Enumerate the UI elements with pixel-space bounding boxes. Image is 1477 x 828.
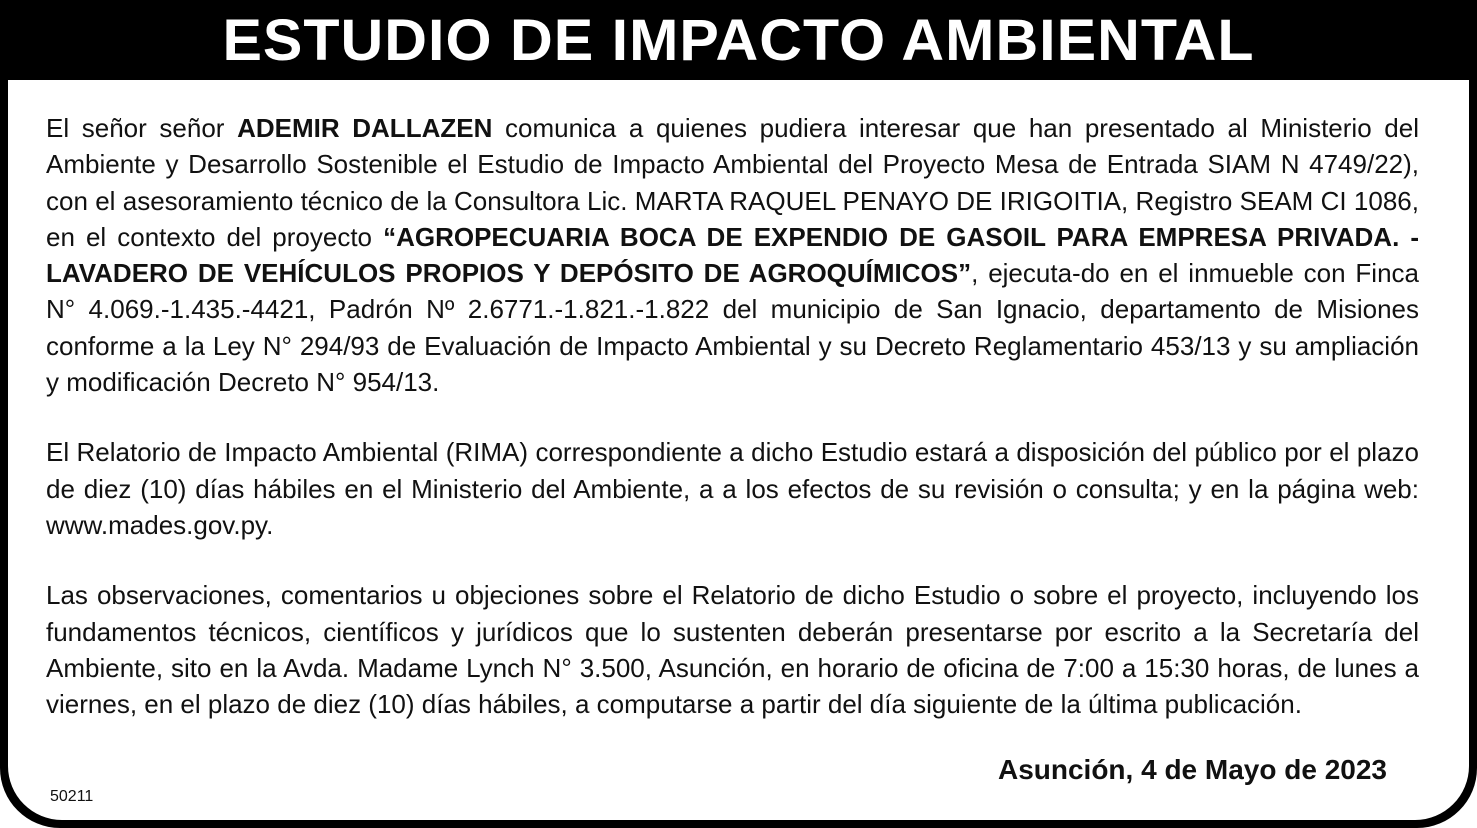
issue-date: Asunción, 4 de Mayo de 2023 bbox=[997, 754, 1387, 785]
page-title: ESTUDIO DE IMPACTO AMBIENTAL bbox=[222, 8, 1255, 73]
paragraph-rima-availability: El Relatorio de Impacto Ambiental (RIMA) correspondiente a dicho Estudio estará a disposición del público por el plazo de diez (10) días hábiles en el Ministerio del Ambiente, a a los efectos de su revisión o consulta; y en la página web: www.mades.gov.py. bbox=[46, 437, 1419, 540]
reference-code: 50211 bbox=[50, 788, 94, 805]
notice-body bbox=[8, 80, 1469, 820]
applicant-name: ADEMIR DALLAZEN bbox=[237, 113, 493, 143]
announcement-location-text: , ejecuta-do en el inmueble con Finca N° 4.069.-1.435.-4421, Padrón Nº 2.6771.-1.821.-1.822 del municipio de San Ignacio, departamento de Misiones conforme a la Ley N° 294/93 de Evaluación de Impacto Ambiental y su Decreto Reglamentario 453/13 y su ampliación y modificación Decreto N° 954/13. bbox=[46, 258, 1420, 398]
paragraph-announcement bbox=[46, 110, 1419, 400]
paragraph-observations: Las observaciones, comentarios u objeciones sobre el Relatorio de dicho Estudio o sobre el proyecto, incluyendo los fundamentos técnicos, científicos y jurídicos que lo sustenten deberán presentarse por escrito a la Secretaría del Ambiente, sito en la Avda. Madame Lynch N° 3.500, Asunción, en horario de oficina de 7:00 a 15:30 horas, de lunes a viernes, en el plazo de diez (10) días hábiles, a computarse a partir del día siguiente de la última publicación. bbox=[46, 580, 1419, 720]
project-name: “AGROPECUARIA BOCA DE EXPENDIO DE GASOIL PARA EMPRESA PRIVADA. -LAVADERO DE VEHÍCULOS PROPIOS Y DEPÓSITO DE AGROQUÍMICOS” bbox=[46, 221, 1419, 289]
announcement-details-text: comunica a quienes pudiera interesar que han presentado al Ministerio del Ambiente y Desarrollo Sostenible el Estudio de Impacto Ambiental del Proyecto Mesa de Entrada SIAM N 4749/22), con el asesoramiento técnico de la Consultora Lic. MARTA RAQUEL PENAYO DE IRIGOITIA, Registro SEAM CI 1086, en el contexto del proyecto bbox=[46, 113, 1419, 252]
announcement-intro-text: El señor señor bbox=[46, 113, 238, 143]
